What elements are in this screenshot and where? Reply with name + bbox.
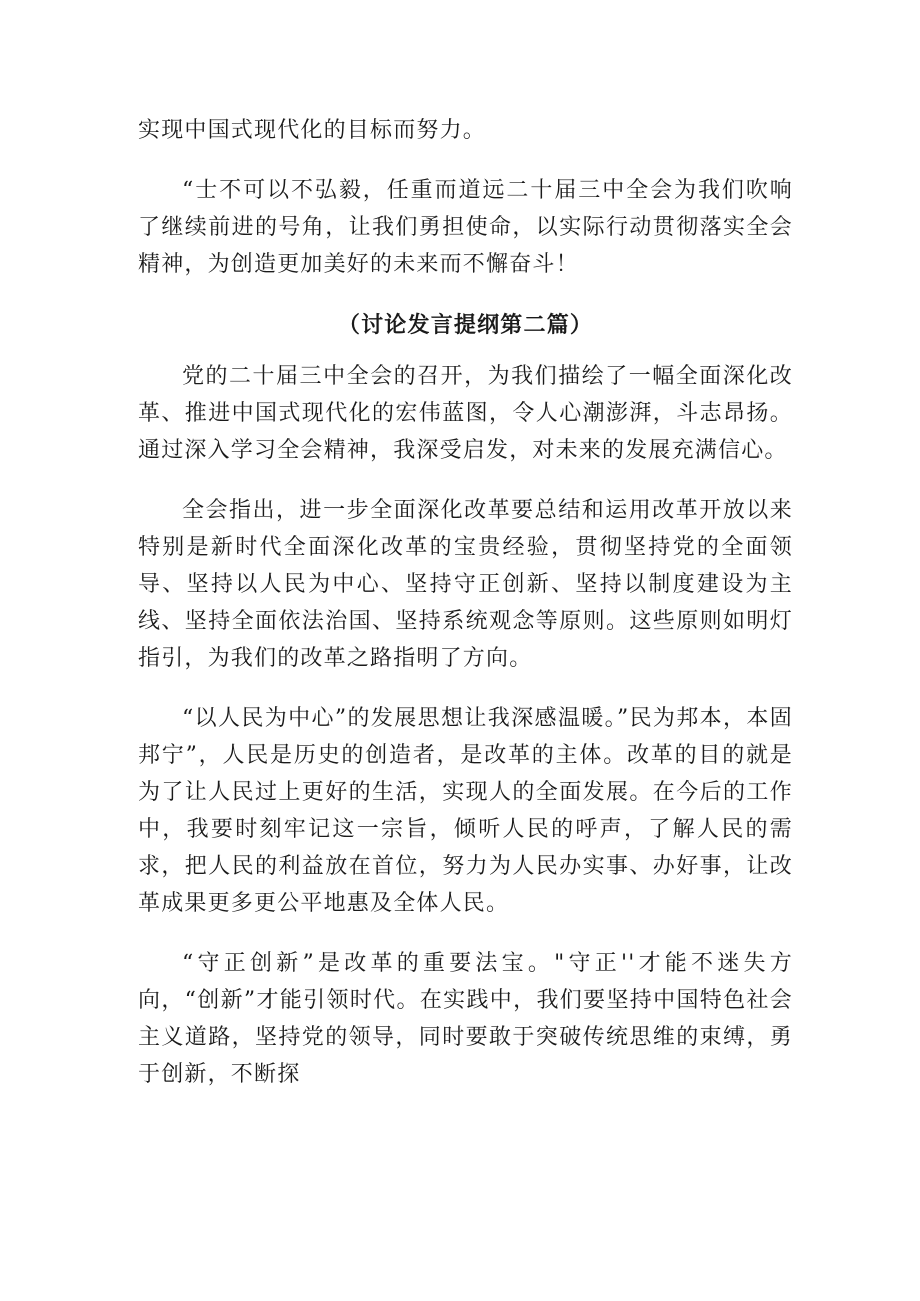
paragraph-innovation: “守正创新”是改革的重要法宝。"守正''才能不迷失方向，“创新”才能引领时代。在实践中，我们要坚持中国特色社会主义道路，坚持党的领导，同时要敢于突破传统思维的束缚，勇于创新，不断探 bbox=[138, 951, 793, 1087]
section-heading: （讨论发言提纲第二篇） bbox=[337, 312, 594, 338]
paragraph-principles: 全会指出，进一步全面深化改革要总结和运用改革开放以来特别是新时代全面深化改革的宝贵经验，贯彻坚持党的全面领导、坚持以人民为中心、坚持守正创新、坚持以制度建设为主线、坚持全面依法治国、坚持系统观念等原则。这些原则如明灯指引，为我们的改革之路指明了方向。 bbox=[138, 498, 793, 671]
paragraph-continued: 实现中国式现代化的目标而努力。 bbox=[138, 118, 487, 143]
paragraph-closing-quote: “士不可以不弘毅，任重而道远二十届三中全会为我们吹响了继续前进的号角，让我们勇担使命，以实际行动贯彻落实全会精神，为创造更加美好的未来而不懈奋斗！ bbox=[138, 178, 793, 277]
paragraph-people-centered: “以人民为中心”的发展思想让我深感温暖。”民为邦本，本固邦宁”，人民是历史的创造者，是改革的主体。改革的目的就是为了让人民过上更好的生活，实现人的全面发展。在今后的工作中，我要时刻牢记这一宗旨，倾听人民的呼声，了解人民的需求，把人民的利益放在首位，努力为人民办实事、办好事，让改革成果更多更公平地惠及全体人民。 bbox=[138, 706, 793, 916]
paragraph-intro: 党的二十届三中全会的召开，为我们描绘了一幅全面深化改革、推进中国式现代化的宏伟蓝图，令人心潮澎湃，斗志昂扬。通过深入学习全会精神，我深受启发，对未来的发展充满信心。 bbox=[138, 364, 793, 463]
document-page bbox=[138, 112, 793, 1093]
